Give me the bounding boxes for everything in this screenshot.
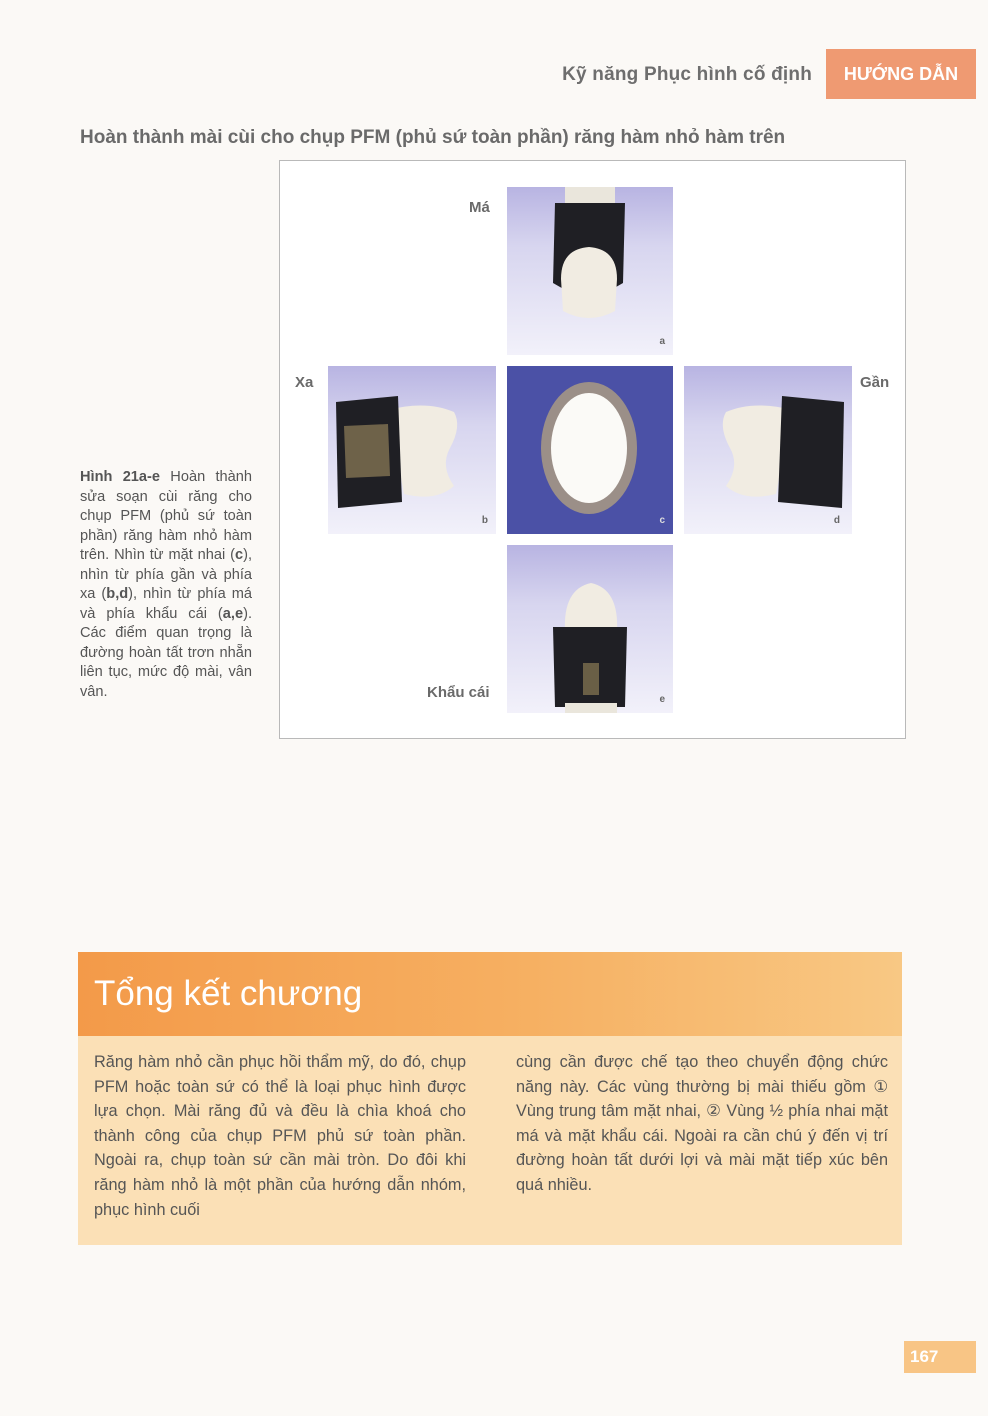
figure-21 xyxy=(279,160,906,739)
caption-text: ). Các điểm quan trọng là đường hoàn tất trơn nhẵn liên tục, mức độ mài, vân vân. xyxy=(80,605,252,700)
panel-label-c: c xyxy=(659,515,665,526)
view-label-buccal: Má xyxy=(469,199,490,216)
caption-text: ), nhìn từ phía gần và phía xa ( xyxy=(80,547,252,602)
section-title: Hoàn thành mài cùi cho chụp PFM (phủ sứ toàn phần) răng hàm nhỏ hàm trên xyxy=(80,127,786,148)
tooth-distal-image xyxy=(328,366,496,534)
summary-body xyxy=(94,1050,888,1222)
tooth-buccal-image xyxy=(507,187,673,355)
view-label-mesial: Gần xyxy=(860,374,890,391)
caption-text: ), nhìn từ phía má và phía khẩu cái ( xyxy=(80,586,252,622)
summary-column-2: cùng cần được chế tạo theo chuyển động chức năng này. Các vùng thường bị mài thiếu gồm ① Vùng trung tâm mặt nhai, ② Vùng ½ phía nhai mặt má và mặt khẩu cái. Ngoài ra cần chú ý đến vị trí đường hoàn tất dưới lợi và mài mặt tiếp xúc bên quá nhiều. xyxy=(516,1053,888,1194)
running-header-title: Kỹ năng Phục hình cố định xyxy=(562,64,812,85)
caption-ref-c: c xyxy=(234,547,244,563)
panel-label-b: b xyxy=(481,515,488,526)
summary-header xyxy=(78,952,902,1036)
page-number: 167 xyxy=(904,1341,976,1373)
photo-panel-b xyxy=(328,366,496,534)
tooth-palatal-image xyxy=(507,545,673,713)
photo-panel-e xyxy=(507,545,673,713)
view-label-palatal: Khẩu cái xyxy=(427,684,490,701)
figure-caption xyxy=(80,468,252,702)
photo-panel-d xyxy=(684,366,852,534)
photo-panel-a xyxy=(507,187,673,355)
chapter-summary-box xyxy=(78,952,902,1245)
summary-column-1: Răng hàm nhỏ cần phục hồi thẩm mỹ, do đó, chụp PFM hoặc toàn sứ có thể là loại phục hình được lựa chọn. Mài răng đủ và đều là chìa khoá cho thành công của chụp PFM phủ sứ toàn phần. Ngoài ra, chụp toàn sứ cần mài tròn. Do đôi khi răng hàm nhỏ là một phần của hướng dẫn nhóm, phục hình cuối xyxy=(94,1053,466,1219)
panel-label-e: e xyxy=(659,694,665,705)
caption-lead: Hình 21a-e xyxy=(80,469,161,485)
panel-label-a: a xyxy=(659,336,665,347)
panel-label-d: d xyxy=(833,515,840,526)
tooth-mesial-image xyxy=(684,366,852,534)
summary-title: Tổng kết chương xyxy=(94,974,363,1013)
photo-panel-c xyxy=(507,366,673,534)
caption-ref-ae: a,e xyxy=(222,605,244,622)
caption-text: Hoàn thành sửa soạn cùi răng cho chụp PFM (phủ sứ toàn phần) răng hàm nhỏ hàm trên. Nhìn từ mặt nhai ( xyxy=(80,469,252,563)
section-badge: HƯỚNG DẪN xyxy=(826,49,976,99)
view-label-distal: Xa xyxy=(295,374,314,391)
tooth-occlusal-image xyxy=(507,366,673,534)
caption-ref-bd: b,d xyxy=(106,586,129,602)
